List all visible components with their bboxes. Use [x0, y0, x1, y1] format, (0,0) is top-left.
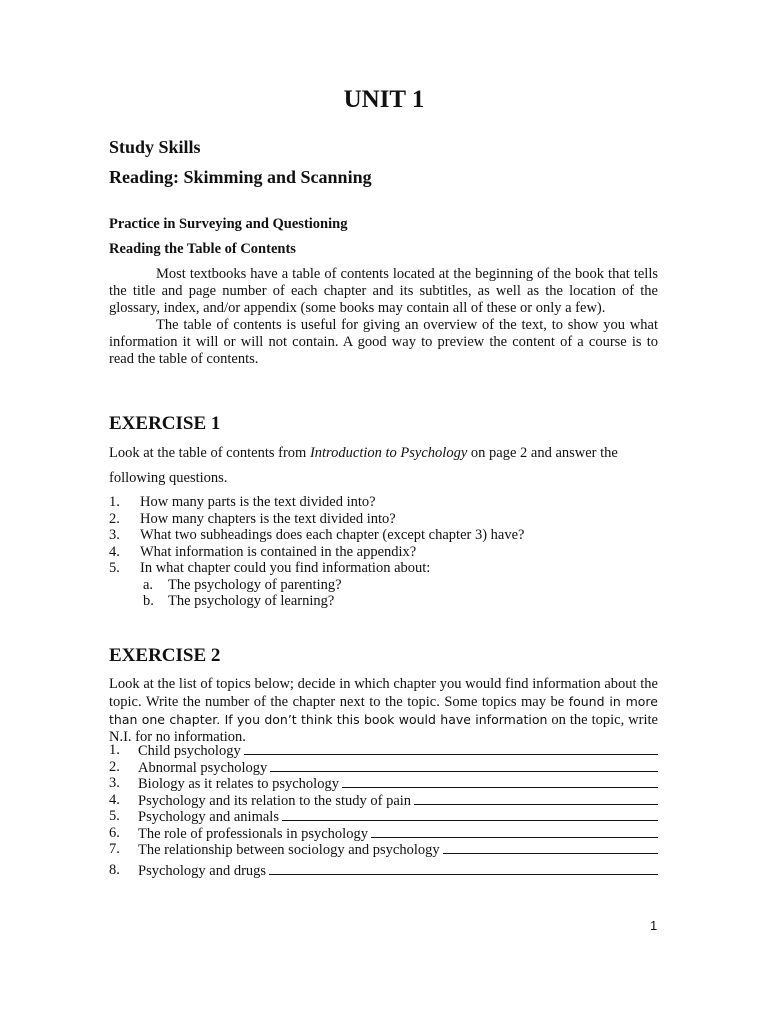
question-text: What information is contained in the appendix?: [140, 543, 417, 560]
unit-title: UNIT 1: [343, 86, 425, 113]
question-number: 3.: [109, 527, 120, 543]
question-text: How many chapters is the text divided into?: [140, 510, 396, 527]
topic-item: [109, 742, 658, 759]
question-item: [109, 527, 658, 544]
paragraph-1: Most textbooks have a table of contents located at the beginning of the book that tells the title and page number of each chapter and its subtitles, as well as the location of the glossary, index, and/or appendix (some books may contain all of these or only a few).: [109, 266, 658, 316]
subquestion-letter: a.: [143, 576, 154, 593]
question-item: [109, 494, 658, 511]
exercise-2-title: EXERCISE 2: [109, 645, 221, 666]
answer-blank[interactable]: [244, 742, 658, 755]
intro-paragraphs: [109, 266, 658, 368]
topic-number: 4.: [109, 791, 120, 808]
topic-text: The relationship between sociology and psychology: [138, 842, 440, 858]
answer-blank[interactable]: [414, 792, 658, 805]
answer-blank[interactable]: [282, 808, 658, 821]
exercise-2-intro-part2: on the topic, write N.I. for no information.: [109, 712, 658, 745]
topic-item: [109, 825, 658, 842]
question-item: [109, 544, 658, 561]
topic-number: 3.: [109, 775, 120, 791]
question-number: 5.: [109, 560, 120, 576]
topic-number: 1.: [109, 742, 120, 758]
topic-text: Biology as it relates to psychology: [138, 776, 339, 792]
topic-item: [109, 808, 658, 825]
topic-item: [109, 841, 658, 858]
exercise-2-topics: [109, 742, 658, 878]
topic-item: [109, 792, 658, 809]
question-number: 4.: [109, 543, 120, 560]
topic-text: Psychology and drugs: [138, 862, 267, 879]
question-item: [109, 560, 658, 577]
question-text: In what chapter could you find information about:: [140, 560, 431, 576]
answer-blank[interactable]: [269, 862, 658, 875]
page-number: 1: [650, 918, 658, 933]
topic-item: [109, 775, 658, 792]
heading-practice: Practice in Surveying and Questioning: [109, 216, 348, 232]
subquestion-letter: b.: [143, 593, 154, 609]
subquestion-item: [109, 577, 658, 594]
topic-number: 6.: [109, 824, 120, 841]
exercise-1-intro: [109, 445, 658, 462]
heading-table-of-contents: Reading the Table of Contents: [109, 241, 296, 257]
subquestion-text: The psychology of learning?: [168, 593, 335, 609]
question-item: [109, 511, 658, 528]
exercise-1-intro-start: Look at the table of contents from: [109, 445, 310, 461]
exercise-1-intro-end: on page 2 and answer the: [467, 445, 618, 461]
answer-blank[interactable]: [443, 841, 658, 854]
answer-blank[interactable]: [342, 775, 658, 788]
paragraph-2: The table of contents is useful for giving an overview of the text, to show you what information it will or will not contain. A good way to preview the content of a course is to read the table of contents.: [109, 317, 658, 367]
topic-text: Psychology and its relation to the study of pain: [138, 792, 412, 809]
answer-blank[interactable]: [270, 759, 658, 772]
topic-number: 7.: [109, 841, 120, 857]
question-text: How many parts is the text divided into?: [140, 494, 376, 510]
heading-study-skills: Study Skills: [109, 137, 201, 157]
topic-text: Child psychology: [138, 743, 241, 759]
topic-text: Psychology and animals: [138, 809, 279, 825]
subquestion-text: The psychology of parenting?: [168, 576, 342, 593]
subquestion-item: [109, 593, 658, 610]
topic-item: [109, 862, 658, 879]
exercise-1-intro-line2: following questions.: [109, 470, 228, 486]
answer-blank[interactable]: [371, 825, 658, 838]
topic-text: Abnormal psychology: [138, 759, 268, 776]
exercise-1-questions: [109, 494, 658, 610]
exercise-2-intro: [109, 676, 658, 746]
topic-number: 2.: [109, 758, 120, 775]
question-text: What two subheadings does each chapter (except chapter 3) have?: [140, 527, 525, 543]
topic-text: The role of professionals in psychology: [138, 825, 368, 842]
book-title: Introduction to Psychology: [309, 445, 468, 461]
question-number: 1.: [109, 494, 120, 510]
topic-item: [109, 759, 658, 776]
topic-number: 5.: [109, 808, 120, 824]
exercise-2-intro-sans: found in more than one chapter. If you don’t think this book would have information: [109, 694, 658, 727]
topic-number: 8.: [109, 861, 120, 878]
exercise-2-intro-part1: Look at the list of topics below; decide in which chapter you would find information about the topic. Write the number of the chapter next to the topic. Some topics may be: [109, 676, 658, 710]
exercise-1-title: EXERCISE 1: [109, 413, 221, 434]
heading-reading: Reading: Skimming and Scanning: [109, 167, 372, 187]
question-number: 2.: [109, 510, 120, 527]
